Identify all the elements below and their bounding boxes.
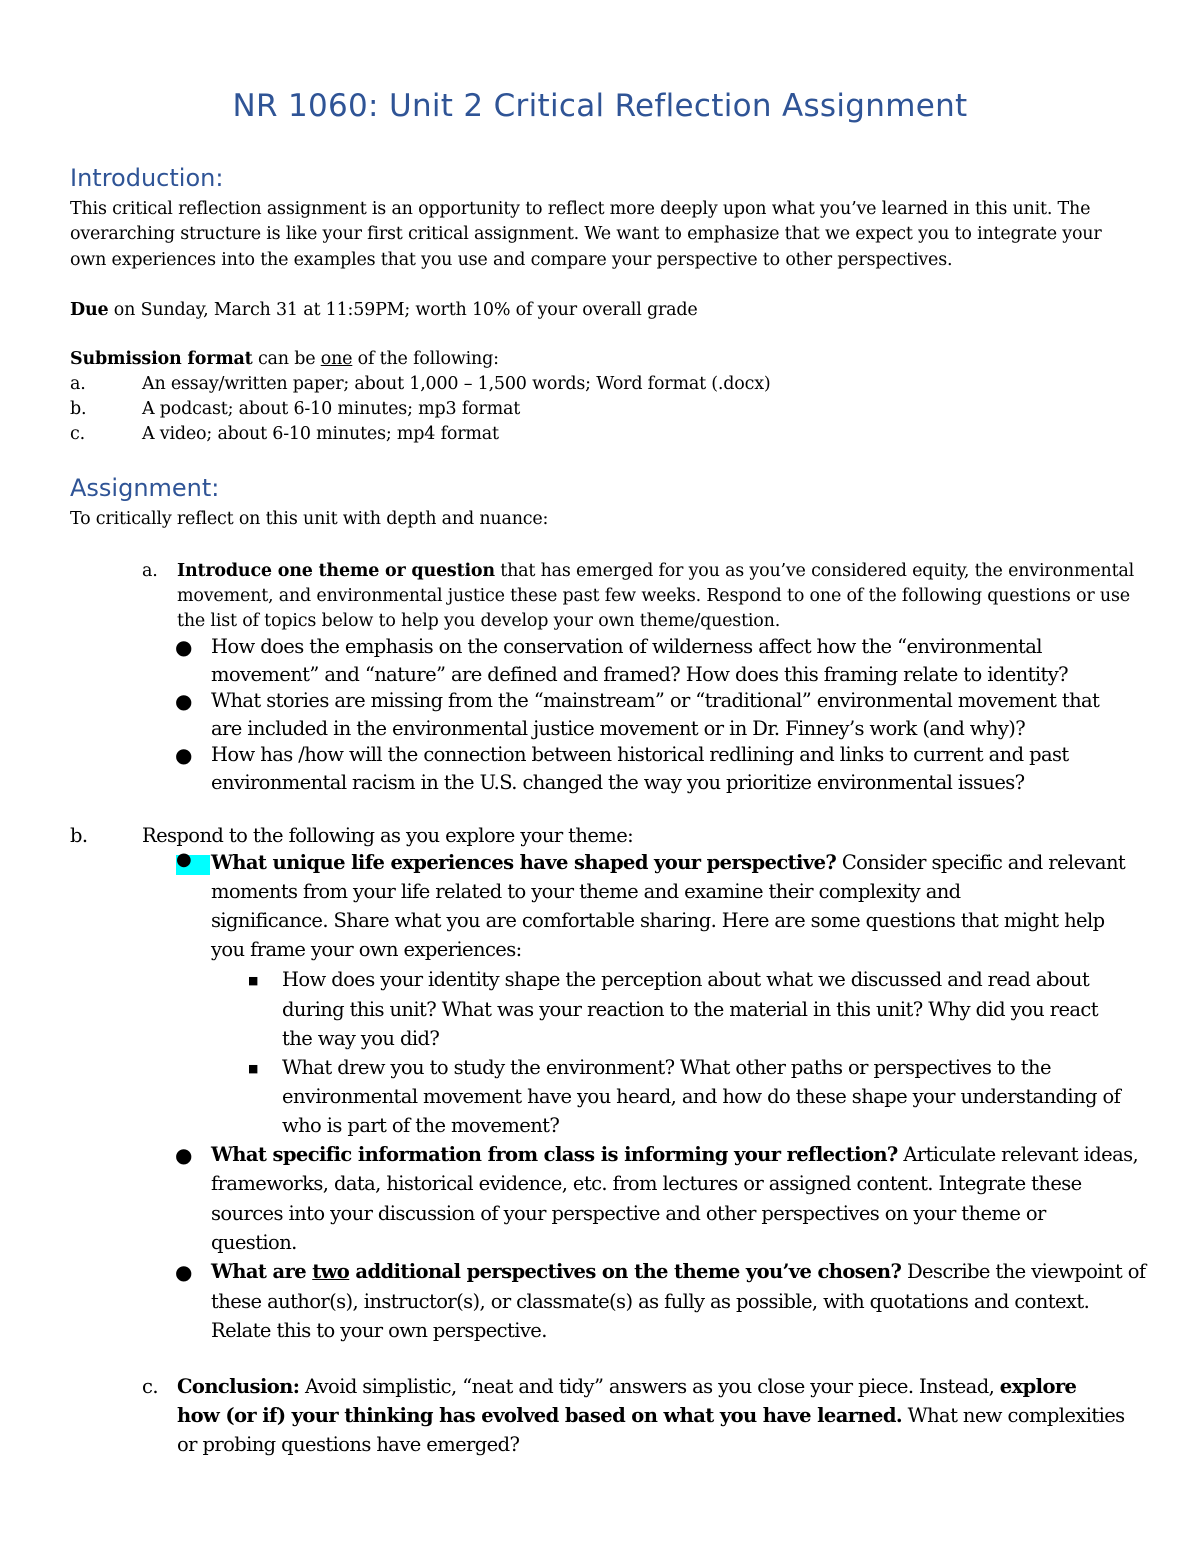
intro-line-3: own experiences into the examples that you use and compare your perspective to other perspectives. xyxy=(70,250,953,270)
item-c-line-2 xyxy=(177,1401,1125,1431)
b-sub-2-line-2: environmental movement have you heard, and how do these shape your understanding of xyxy=(282,1085,1121,1108)
item-a-line-2: movement, and environmental justice these past few weeks. Respond to one of the following questions or use xyxy=(177,586,1130,606)
item-c-line-2-rest: What new complexities xyxy=(902,1404,1125,1427)
item-c-marker: c. xyxy=(142,1375,158,1398)
a-bullet-1-line-1: How does the emphasis on the conservation of wilderness affect how the “environmental xyxy=(211,635,1042,658)
b-q3-bold-a: What are xyxy=(211,1260,313,1283)
intro-line-2: overarching structure is like your first critical assignment. We want to emphasize that we expect you to integrate your xyxy=(70,224,1102,244)
format-marker-b: b. xyxy=(70,399,87,419)
item-a-marker: a. xyxy=(142,561,158,581)
a-bullet-3-line-1: How has /how will the connection between historical redlining and links to current and past xyxy=(211,743,1069,766)
bullet-icon: ● xyxy=(176,849,192,870)
item-c-bold-end: explore xyxy=(999,1375,1077,1398)
submission-end: of the following: xyxy=(352,349,499,369)
assignment-intro: To critically reflect on this unit with depth and nuance: xyxy=(70,509,549,529)
format-text-c: A video; about 6-10 minutes; mp4 format xyxy=(142,424,499,444)
b-q1-line-1 xyxy=(211,848,1125,878)
b-q3-line-2: these author(s), instructor(s), or classmate(s) as fully as possible, with quotations and context. xyxy=(211,1290,1090,1313)
b-q2-line-2: frameworks, data, historical evidence, etc. from lectures or assigned content. Integrate these xyxy=(211,1172,1082,1195)
item-a-bold: Introduce one theme or question xyxy=(177,561,495,581)
item-c-rest: Avoid simplistic, “neat and tidy” answers as you close your piece. Instead, xyxy=(299,1375,1000,1398)
b-q3-rest: Describe the viewpoint of xyxy=(901,1260,1146,1283)
b-sub-1-line-1: How does your identity shape the perception about what we discussed and read about xyxy=(282,968,1090,991)
a-bullet-1-line-2: movement” and “nature” are defined and framed? How does this framing relate to identity? xyxy=(211,663,1069,686)
submission-label: Submission format xyxy=(70,349,253,369)
a-bullet-3-line-2: environmental racism in the U.S. changed the way you prioritize environmental issues? xyxy=(211,771,1025,794)
item-c-line-1 xyxy=(177,1372,1076,1402)
assignment-heading: Assignment: xyxy=(70,474,220,502)
square-bullet-icon: ■ xyxy=(248,974,258,987)
item-b-intro: Respond to the following as you explore your theme: xyxy=(142,824,634,847)
b-sub-1-line-2: during this unit? What was your reaction to the material in this unit? Why did you react xyxy=(282,998,1098,1021)
format-text-a: An essay/written paper; about 1,000 – 1,500 words; Word format (.docx) xyxy=(142,374,771,394)
square-bullet-icon: ■ xyxy=(248,1062,258,1075)
due-line xyxy=(70,298,698,323)
highlighted-bullet xyxy=(176,849,210,876)
b-q1-line-3: significance. Share what you are comfortable sharing. Here are some questions that might help xyxy=(211,909,1105,932)
submission-one: one xyxy=(320,349,353,369)
b-q1-rest: Consider specific and relevant xyxy=(836,851,1126,874)
b-sub-2-line-1: What drew you to study the environment? What other paths or perspectives to the xyxy=(282,1056,1051,1079)
b-q1-line-2: moments from your life related to your theme and examine their complexity and xyxy=(211,880,961,903)
due-label: Due xyxy=(70,300,109,320)
b-sub-2-line-3: who is part of the movement? xyxy=(282,1114,560,1137)
introduction-heading: Introduction: xyxy=(70,164,224,192)
intro-line-1: This critical reflection assignment is an opportunity to reflect more deeply upon what you’ve learned in this unit. The xyxy=(70,199,1091,219)
b-q2-line-1 xyxy=(211,1140,1138,1170)
bullet-icon: ● xyxy=(175,1143,192,1167)
format-marker-c: c. xyxy=(70,424,85,444)
b-q3-line-1 xyxy=(211,1257,1145,1287)
submission-text: can be xyxy=(252,349,321,369)
format-text-b: A podcast; about 6-10 minutes; mp3 format xyxy=(142,399,521,419)
a-bullet-2-line-1: What stories are missing from the “mainstream” or “traditional” environmental movement that xyxy=(211,689,1100,712)
item-c-line-3: or probing questions have emerged? xyxy=(177,1433,520,1456)
a-bullet-2-line-2: are included in the environmental justice movement or in Dr. Finney’s work (and why)? xyxy=(211,717,1026,740)
format-marker-a: a. xyxy=(70,374,86,394)
bullet-icon: ● xyxy=(175,635,192,659)
bullet-icon: ● xyxy=(175,1260,192,1284)
b-q3-bold-b: additional perspectives on the theme you’ve chosen? xyxy=(349,1260,902,1283)
item-c-line-2-bold: how (or if) your thinking has evolved based on what you have learned. xyxy=(177,1404,903,1427)
b-q3-line-3: Relate this to your own perspective. xyxy=(211,1319,547,1342)
due-text: on Sunday, March 31 at 11:59PM; worth 10% of your overall grade xyxy=(108,300,698,320)
b-q2-line-3: sources into your discussion of your perspective and other perspectives on your theme or xyxy=(211,1202,1046,1225)
item-a-line-1 xyxy=(177,559,1134,584)
page-title: NR 1060: Unit 2 Critical Reflection Assignment xyxy=(232,88,968,124)
bullet-icon: ● xyxy=(175,743,192,767)
bullet-icon: ● xyxy=(175,689,192,713)
b-q1-line-4: you frame your own experiences: xyxy=(211,938,522,961)
item-b-marker: b. xyxy=(70,824,88,847)
cyan-highlight xyxy=(176,849,210,875)
b-q2-bold: What specific information from class is informing your reflection? xyxy=(211,1143,898,1166)
b-q1-bold: What unique life experiences have shaped your perspective? xyxy=(211,851,837,874)
b-q2-rest: Articulate relevant ideas, xyxy=(897,1143,1139,1166)
item-c-bold: Conclusion: xyxy=(177,1375,300,1398)
b-q2-line-4: question. xyxy=(211,1231,297,1254)
submission-line xyxy=(70,347,499,372)
item-a-rest: that has emerged for you as you’ve considered equity, the environmental xyxy=(494,561,1135,581)
b-sub-1-line-3: the way you did? xyxy=(282,1027,440,1050)
item-a-line-3: the list of topics below to help you develop your own theme/question. xyxy=(177,611,781,631)
b-q3-bold-two: two xyxy=(312,1260,350,1283)
